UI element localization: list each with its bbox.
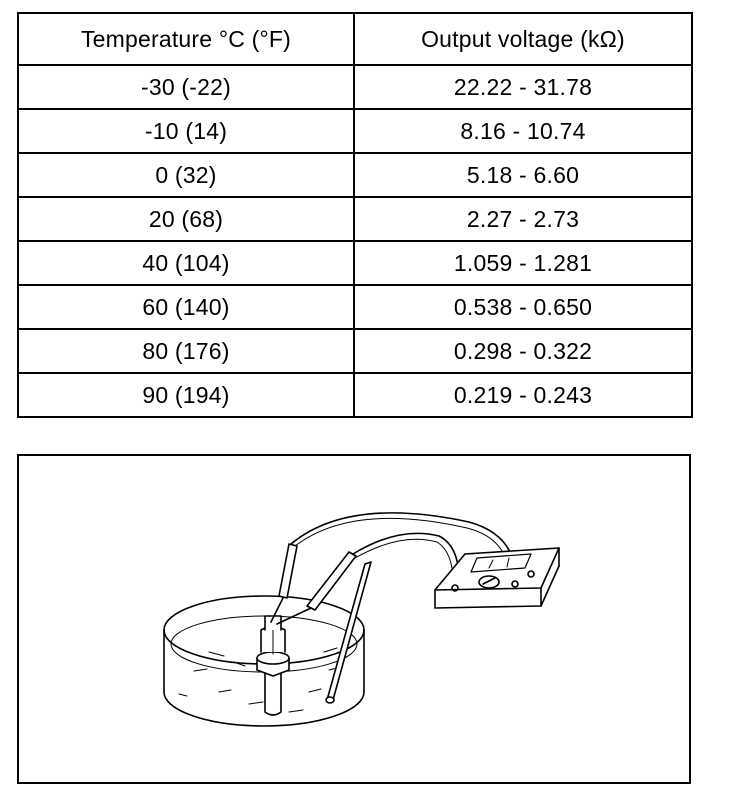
resistance-cell: 22.22 - 31.78 (354, 65, 692, 109)
temperature-sensor (257, 616, 289, 715)
resistance-cell: 1.059 - 1.281 (354, 241, 692, 285)
resistance-cell: 8.16 - 10.74 (354, 109, 692, 153)
table-row (18, 285, 692, 329)
temperature-cell: 0 (32) (18, 153, 354, 197)
resistance-cell: 0.298 - 0.322 (354, 329, 692, 373)
table-row (18, 329, 692, 373)
table-row (18, 65, 692, 109)
resistance-spec-table (17, 12, 693, 418)
temperature-cell: 40 (104) (18, 241, 354, 285)
multimeter (435, 548, 559, 608)
table-row (18, 241, 692, 285)
table-header-row (18, 13, 692, 65)
temperature-cell: -10 (14) (18, 109, 354, 153)
sensor-test-illustration (17, 454, 691, 784)
temperature-cell: 60 (140) (18, 285, 354, 329)
table-row (18, 373, 692, 417)
resistance-cell: 2.27 - 2.73 (354, 197, 692, 241)
resistance-cell: 5.18 - 6.60 (354, 153, 692, 197)
output-header: Output voltage (kΩ) (354, 13, 692, 65)
temperature-cell: 20 (68) (18, 197, 354, 241)
table-row (18, 197, 692, 241)
temperature-cell: -30 (-22) (18, 65, 354, 109)
temperature-cell: 80 (176) (18, 329, 354, 373)
table-row (18, 109, 692, 153)
resistance-cell: 0.219 - 0.243 (354, 373, 692, 417)
table-row (18, 153, 692, 197)
resistance-cell: 0.538 - 0.650 (354, 285, 692, 329)
sensor-test-drawing (19, 456, 689, 782)
temperature-header: Temperature °C (°F) (18, 13, 354, 65)
temperature-cell: 90 (194) (18, 373, 354, 417)
